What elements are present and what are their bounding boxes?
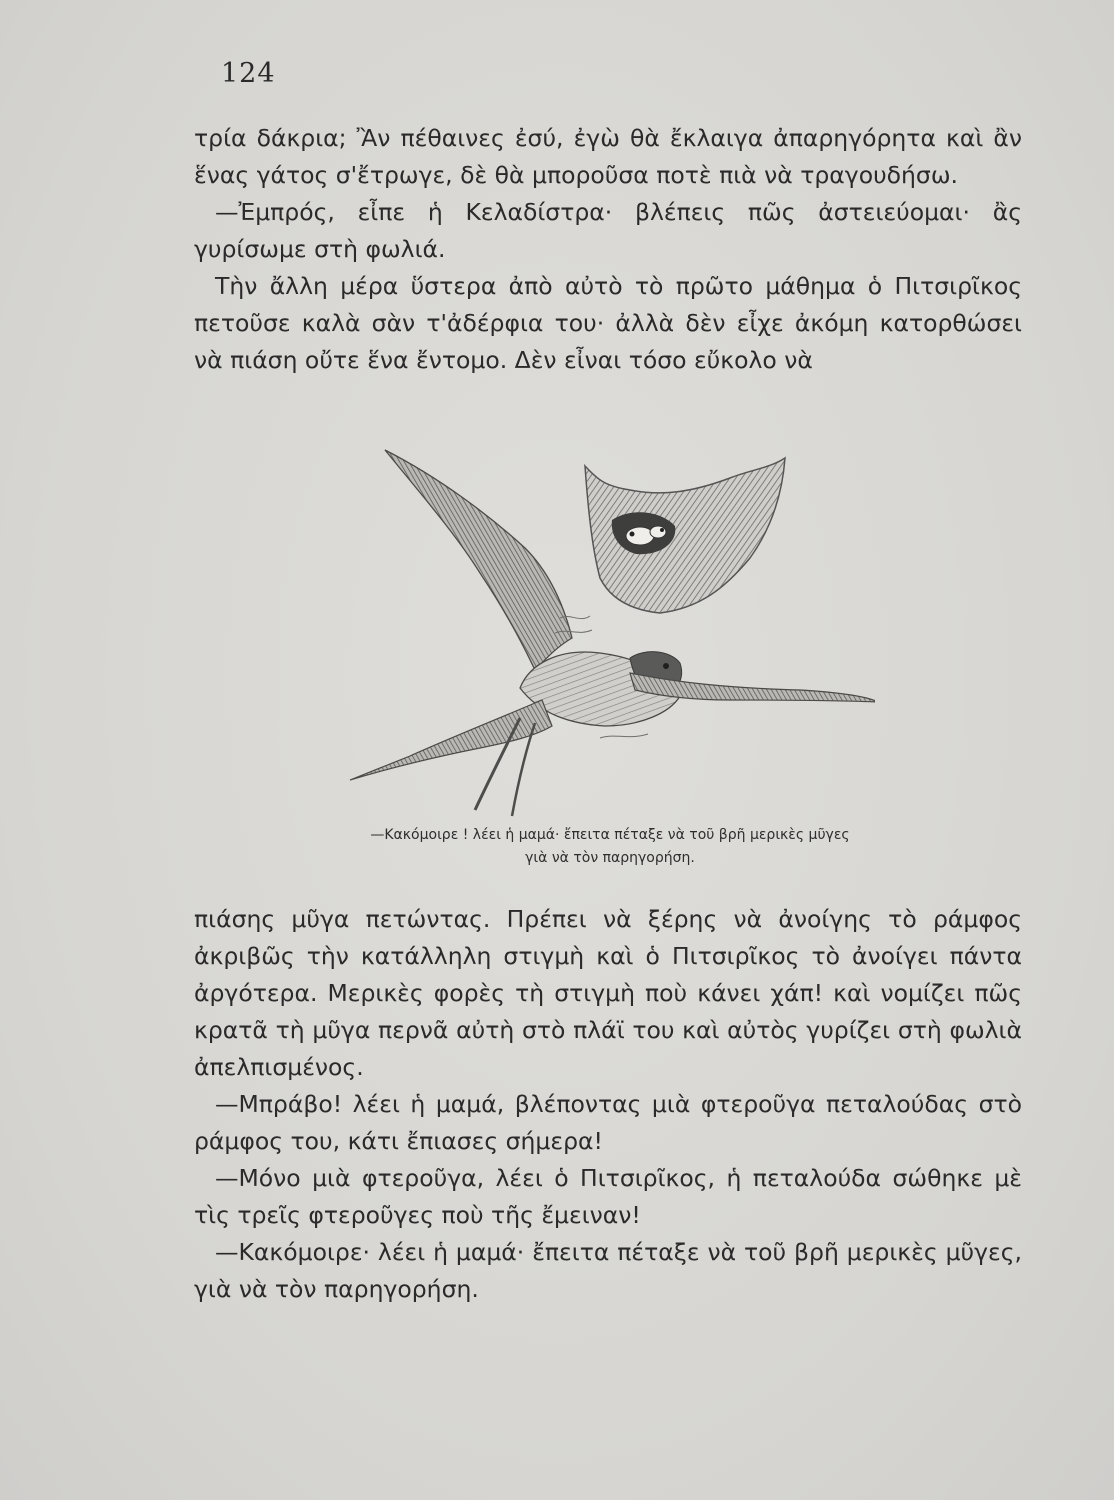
paragraph: —Κακόμοιρε· λέει ἡ μαμά· ἔπειτα πέταξε νὰ τοῦ βρῆ μερικὲς μῦγες, γιὰ νὰ τὸν παρηγορήση. <box>194 1238 1022 1303</box>
paragraph: —Μπράβο! λέει ἡ μαμά, βλέποντας μιὰ φτεροῦγα πεταλούδας στὸ ράμφος του, κάτι ἔπιασες σήμερα! <box>194 1090 1022 1155</box>
paragraph: Τὴν ἄλλη μέρα ὕστερα ἀπὸ αὐτὸ τὸ πρῶτο μάθημα ὁ Πιτσιρῖκος πετοῦσε καλὰ σὰν τ'ἀδέρφια του· ἀλλὰ δὲν εἶχε ἀκόμη κατορθώσει νὰ πιάση οὔτε ἕνα ἔντομο. Δὲν εἶναι τόσο εὔκολο νὰ <box>194 272 1022 374</box>
swallow-icon <box>330 438 875 823</box>
caption-line: —Κακόμοιρε ! λέει ἡ μαμά· ἔπειτα πέταξε νὰ τοῦ βρῆ μερικὲς μῦγες <box>370 827 850 843</box>
paragraph: πιάσης μῦγα πετώντας. Πρέπει νὰ ξέρης νὰ ἀνοίγης τὸ ράμφος ἀκριβῶς τὴν κατάλληλη στιγμὴ καὶ ὁ Πιτσιρῖκος τὸ ἀνοίγει πάντα ἀργότερα. Μερικὲς φορὲς τὴ στιγμὴ ποὺ κάνει χάπ! καὶ νομίζει πῶς κρατᾶ τὴ μῦγα περνᾶ αὐτὴ στὸ πλάϊ του καὶ αὐτὸς γυρίζει στὴ φωλιὰ ἀπελπισμένος. <box>194 905 1022 1081</box>
figure-caption <box>270 824 950 870</box>
bottom-text-block <box>194 901 1022 1308</box>
paragraph: —Μόνο μιὰ φτεροῦγα, λέει ὁ Πιτσιρῖκος, ἡ πεταλούδα σώθηκε μὲ τὶς τρεῖς φτεροῦγες ποὺ τῆς ἔμειναν! <box>194 1164 1022 1229</box>
swallow-illustration <box>330 438 875 823</box>
paragraph: τρία δάκρια; Ἂν πέθαινες ἐσύ, ἐγὼ θὰ ἔκλαιγα ἀπαρηγόρητα καὶ ἂν ἕνας γάτος σ'ἔτρωγε, δὲ θὰ μποροῦσα ποτὲ πιὰ νὰ τραγουδήσω. <box>194 124 1022 189</box>
caption-line: γιὰ νὰ τὸν παρηγορήση. <box>525 850 695 866</box>
paragraph: —Ἐμπρός, εἶπε ἡ Κελαδίστρα· βλέπεις πῶς ἀστειεύομαι· ἂς γυρίσωμε στὴ φωλιά. <box>194 198 1022 263</box>
top-text-block <box>194 120 1022 379</box>
page-number: 124 <box>221 58 276 89</box>
